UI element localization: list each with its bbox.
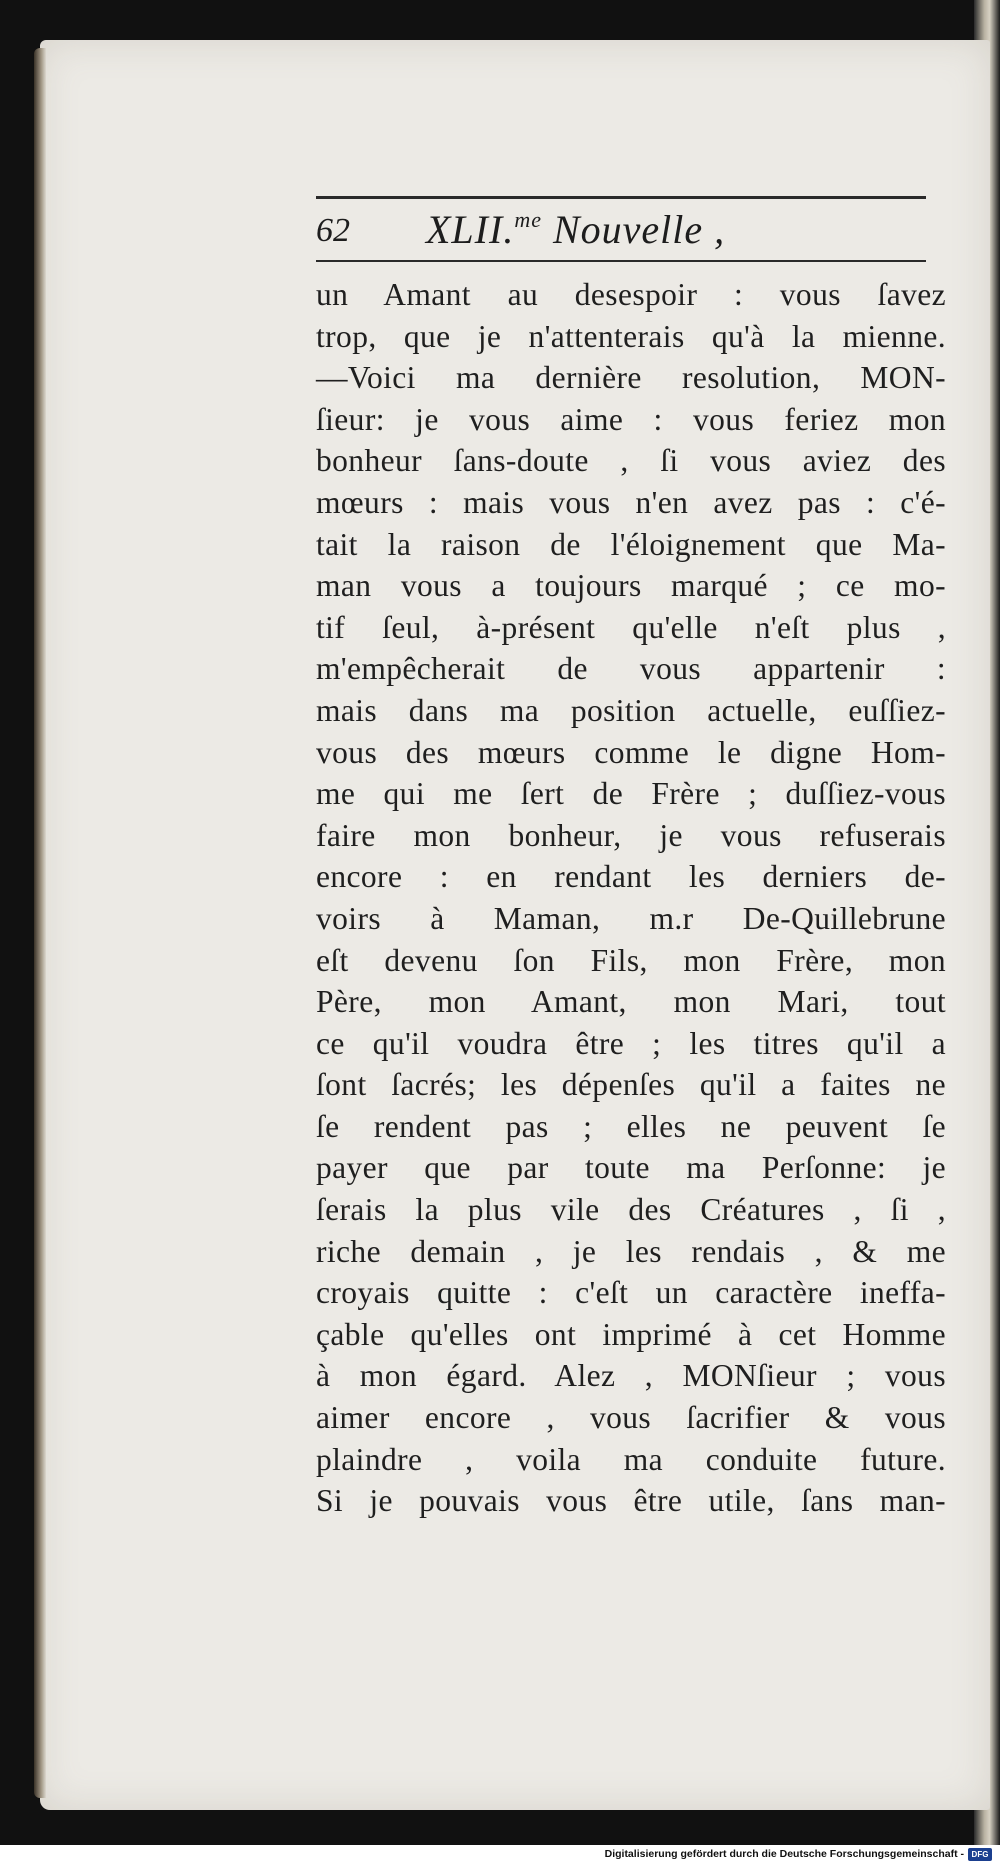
- text-line: tait la raison de l'éloignement que Ma-: [316, 526, 946, 562]
- running-title: [426, 206, 725, 253]
- text-line: —Voici ma dernière resolution, MON-: [316, 360, 946, 396]
- text-line: tif ſeul, à-présent qu'elle n'eſt plus ,: [316, 609, 946, 645]
- text-line: un Amant au desespoir : vous ſavez: [316, 277, 946, 312]
- header-rule-top: [316, 196, 926, 199]
- text-line: faire mon bonheur, je vous refuserais: [316, 817, 946, 853]
- dfg-logo-icon: DFG: [968, 1848, 992, 1861]
- body-text: [316, 274, 946, 1522]
- text-line: Père, mon Amant, mon Mari, tout: [316, 984, 946, 1020]
- text-line: payer que par toute ma Perſonne: je: [316, 1150, 946, 1186]
- digitization-credit: [0, 1845, 1000, 1864]
- text-line: ſe rendent pas ; elles ne peuvent ſe: [316, 1108, 946, 1144]
- text-line: mais dans ma position actuelle, euſſiez-: [316, 692, 946, 728]
- text-line: voirs à Maman, m.r De-Quillebrune: [316, 900, 946, 936]
- credit-text: Digitalisierung gefördert durch die Deutsche Forschungsgemeinschaft -: [604, 1848, 964, 1860]
- text-line: ſieur: je vous aime : vous feriez mon: [316, 401, 946, 437]
- text-line: ſont ſacrés; les dépenſes qu'il a faites ne: [316, 1067, 946, 1103]
- text-line: à mon égard. Alez , MONſieur ; vous: [316, 1358, 946, 1394]
- page-number: 62: [316, 212, 350, 249]
- text-line: ce qu'il voudra être ; les titres qu'il a: [316, 1025, 946, 1061]
- running-title-main: XLII.: [426, 207, 515, 252]
- text-line: eſt devenu ſon Fils, mon Frère, mon: [316, 942, 946, 978]
- text-line: aimer encore , vous ſacrifier & vous: [316, 1400, 946, 1436]
- header-rule-bottom: [316, 260, 926, 262]
- text-line: plaindre , voila ma conduite future.: [316, 1441, 946, 1477]
- running-title-superscript: me: [514, 207, 542, 232]
- text-line: ſerais la plus vile des Créatures , ſi ,: [316, 1192, 946, 1228]
- text-line: trop, que je n'attenterais qu'à la mienne.: [316, 318, 946, 354]
- text-line: encore : en rendant les derniers de-: [316, 859, 946, 895]
- text-line: mœurs : mais vous n'en avez pas : c'é-: [316, 484, 946, 520]
- text-line: me qui me ſert de Frère ; duſſiez-vous: [316, 776, 946, 812]
- text-line: vous des mœurs comme le digne Hom-: [316, 734, 946, 770]
- text-line: Si je pouvais vous être utile, ſans man-: [316, 1483, 946, 1519]
- running-title-rest: Nouvelle ,: [541, 207, 726, 252]
- text-line: man vous a toujours marqué ; ce mo-: [316, 568, 946, 604]
- running-header: [316, 206, 926, 256]
- text-line: çable qu'elles ont imprimé à cet Homme: [316, 1316, 946, 1352]
- text-line: m'empêcherait de vous appartenir :: [316, 651, 946, 687]
- text-line: croyais quitte : c'eſt un caractère ineffa-: [316, 1275, 946, 1311]
- text-line: riche demain , je les rendais , & me: [316, 1233, 946, 1269]
- text-line: bonheur ſans-doute , ſi vous aviez des: [316, 443, 946, 479]
